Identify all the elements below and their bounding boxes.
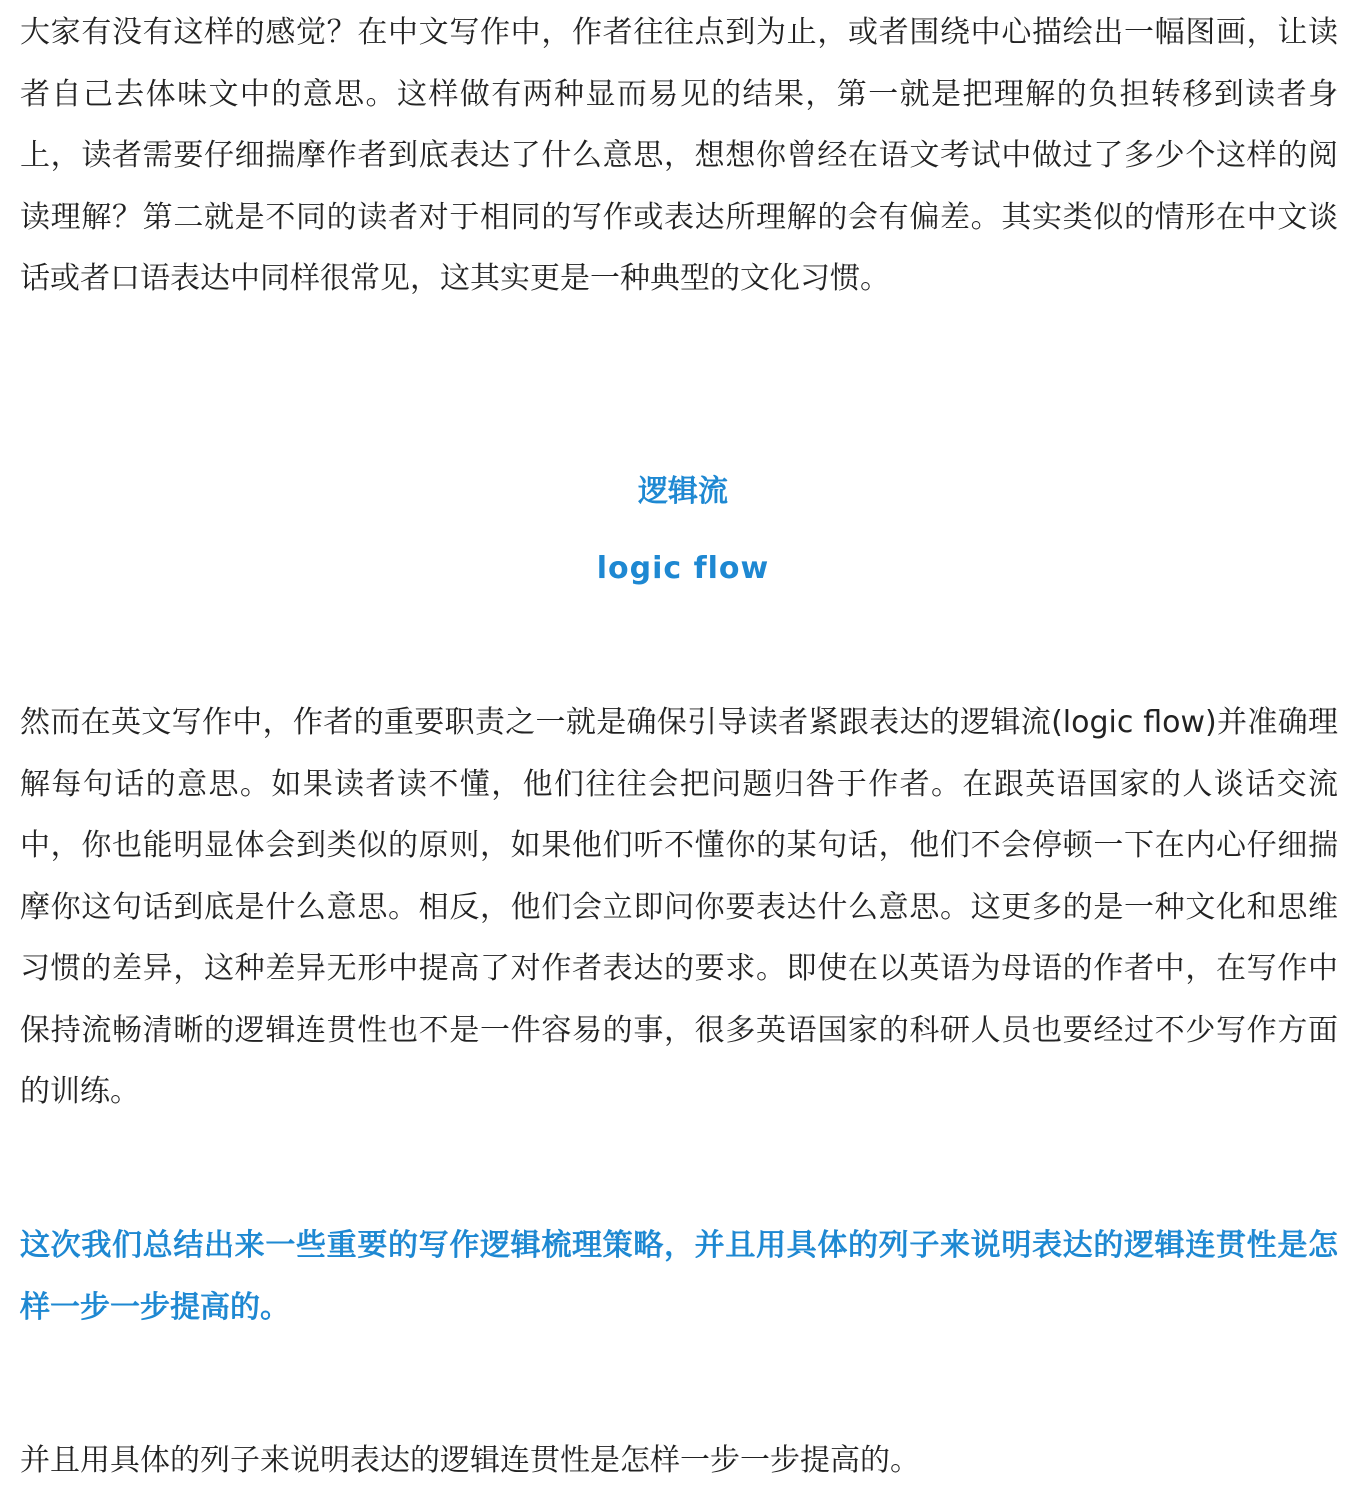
- intro-paragraph: 大家有没有这样的感觉？在中文写作中，作者往往点到为止，或者围绕中心描绘出一幅图画，让读者自己去体味文中的意思。这样做有两种显而易见的结果，第一就是把理解的负担转移到读者身上，读者需要仔细揣摩作者到底表达了什么意思，想想你曾经在语文考试中做过了多少个这样的阅读理解？第二就是不同的读者对于相同的写作或表达所理解的会有偏差。其实类似的情形在中文谈话或者口语表达中同样很常见，这其实更是一种典型的文化习惯。: [20, 15, 1338, 296]
- section-heading-chinese: 逻辑流: [638, 474, 728, 509]
- logic-flow-paragraph: 然而在英文写作中，作者的重要职责之一就是确保引导读者紧跟表达的逻辑流(logic flow)并准确理解每句话的意思。如果读者读不懂，他们往往会把问题归咎于作者。在跟英语国家的人谈话交流中，你也能明显体会到类似的原则，如果他们听不懂你的某句话，他们不会停顿一下在内心仔细揣摩你这句话到底是什么意思。相反，他们会立即问你要表达什么意思。这更多的是一种文化和思维习惯的差异，这种差异无形中提高了对作者表达的要求。即使在以英语为母语的作者中，在写作中保持流畅清晰的逻辑连贯性也不是一件容易的事，很多英语国家的科研人员也要经过不少写作方面的训练。: [20, 705, 1338, 1109]
- section-heading-english: logic flow: [596, 551, 770, 586]
- closing-paragraph: 并且用具体的列子来说明表达的逻辑连贯性是怎样一步一步提高的。: [20, 1443, 920, 1478]
- highlight-paragraph: 这次我们总结出来一些重要的写作逻辑梳理策略，并且用具体的列子来说明表达的逻辑连贯性是怎样一步一步提高的。: [20, 1228, 1338, 1325]
